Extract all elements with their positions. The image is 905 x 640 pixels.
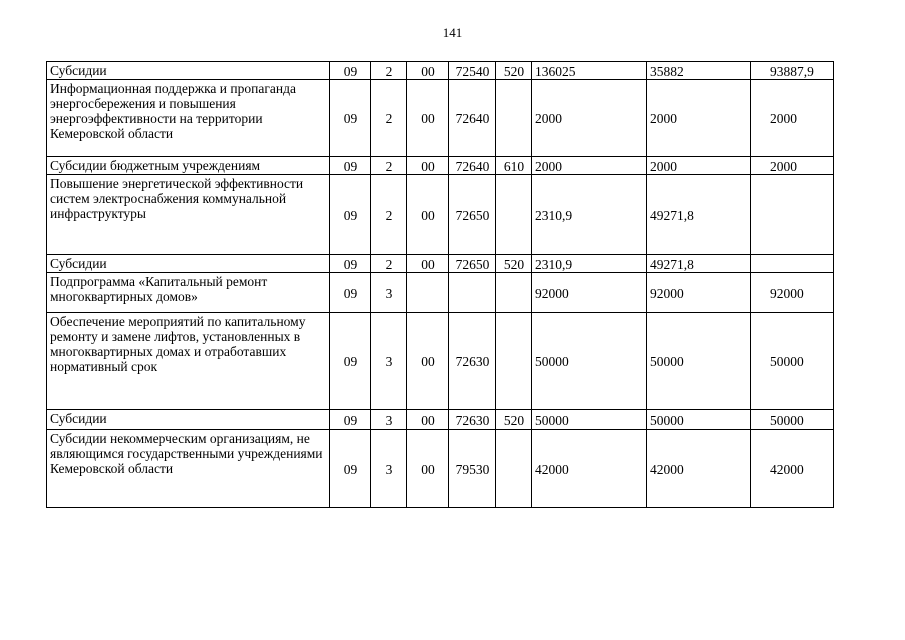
subsection-code: 3 — [371, 410, 407, 430]
program-code: 00 — [407, 313, 449, 410]
amount-year-2: 92000 — [647, 273, 751, 313]
section-code: 09 — [330, 175, 371, 255]
section-code: 09 — [330, 410, 371, 430]
amount-year-1: 42000 — [532, 430, 647, 508]
target-code: 72630 — [449, 313, 496, 410]
table-row — [47, 80, 834, 157]
subsection-code: 2 — [371, 157, 407, 175]
subsection-code: 3 — [371, 273, 407, 313]
row-name: Субсидии некоммерческим организациям, не являющимся государственными учреждениями Кемеровской области — [47, 430, 330, 508]
amount-year-1: 136025 — [532, 62, 647, 80]
amount-year-3 — [751, 175, 834, 255]
section-code: 09 — [330, 157, 371, 175]
section-code: 09 — [330, 313, 371, 410]
amount-year-2: 50000 — [647, 313, 751, 410]
subsection-code: 2 — [371, 80, 407, 157]
expense-type-code: 520 — [496, 255, 532, 273]
program-code: 00 — [407, 80, 449, 157]
expense-type-code: 520 — [496, 62, 532, 80]
target-code: 72650 — [449, 175, 496, 255]
row-name: Субсидии — [47, 410, 330, 430]
amount-year-2: 50000 — [647, 410, 751, 430]
amount-year-2: 2000 — [647, 157, 751, 175]
table-row — [47, 157, 834, 175]
target-code: 72540 — [449, 62, 496, 80]
amount-year-3: 50000 — [751, 313, 834, 410]
expense-type-code — [496, 175, 532, 255]
table-row — [47, 273, 834, 313]
subsection-code: 2 — [371, 255, 407, 273]
amount-year-3: 93887,9 — [751, 62, 834, 80]
program-code — [407, 273, 449, 313]
amount-year-2: 35882 — [647, 62, 751, 80]
table-row — [47, 313, 834, 410]
target-code: 72640 — [449, 80, 496, 157]
subsection-code: 2 — [371, 62, 407, 80]
amount-year-2: 42000 — [647, 430, 751, 508]
program-code: 00 — [407, 430, 449, 508]
subsection-code: 3 — [371, 430, 407, 508]
row-name: Подпрограмма «Капитальный ремонт многоквартирных домов» — [47, 273, 330, 313]
table-row — [47, 430, 834, 508]
row-name: Субсидии бюджетным учреждениям — [47, 157, 330, 175]
expense-type-code — [496, 80, 532, 157]
table-row — [47, 255, 834, 273]
section-code: 09 — [330, 62, 371, 80]
amount-year-1: 2310,9 — [532, 175, 647, 255]
subsection-code: 2 — [371, 175, 407, 255]
section-code: 09 — [330, 80, 371, 157]
amount-year-2: 49271,8 — [647, 255, 751, 273]
program-code: 00 — [407, 175, 449, 255]
budget-table — [46, 61, 834, 508]
amount-year-3 — [751, 255, 834, 273]
subsection-code: 3 — [371, 313, 407, 410]
expense-type-code — [496, 273, 532, 313]
row-name: Повышение энергетической эффективности систем электроснабжения коммунальной инфраструктуры — [47, 175, 330, 255]
table-row — [47, 175, 834, 255]
amount-year-1: 2310,9 — [532, 255, 647, 273]
program-code: 00 — [407, 410, 449, 430]
expense-type-code: 610 — [496, 157, 532, 175]
table-row — [47, 62, 834, 80]
amount-year-1: 50000 — [532, 410, 647, 430]
section-code: 09 — [330, 430, 371, 508]
section-code: 09 — [330, 273, 371, 313]
amount-year-1: 92000 — [532, 273, 647, 313]
expense-type-code — [496, 313, 532, 410]
target-code — [449, 273, 496, 313]
row-name: Субсидии — [47, 62, 330, 80]
row-name: Обеспечение мероприятий по капитальному ремонту и замене лифтов, установленных в многоквартирных домах и отработавших нормативный срок — [47, 313, 330, 410]
amount-year-2: 49271,8 — [647, 175, 751, 255]
amount-year-3: 2000 — [751, 157, 834, 175]
amount-year-3: 2000 — [751, 80, 834, 157]
target-code: 72630 — [449, 410, 496, 430]
target-code: 79530 — [449, 430, 496, 508]
table-row — [47, 410, 834, 430]
section-code: 09 — [330, 255, 371, 273]
program-code: 00 — [407, 255, 449, 273]
row-name: Субсидии — [47, 255, 330, 273]
page-number: 141 — [442, 25, 463, 40]
program-code: 00 — [407, 62, 449, 80]
expense-type-code — [496, 430, 532, 508]
amount-year-2: 2000 — [647, 80, 751, 157]
amount-year-3: 92000 — [751, 273, 834, 313]
amount-year-1: 50000 — [532, 313, 647, 410]
amount-year-3: 42000 — [751, 430, 834, 508]
target-code: 72650 — [449, 255, 496, 273]
amount-year-3: 50000 — [751, 410, 834, 430]
amount-year-1: 2000 — [532, 157, 647, 175]
amount-year-1: 2000 — [532, 80, 647, 157]
target-code: 72640 — [449, 157, 496, 175]
program-code: 00 — [407, 157, 449, 175]
row-name: Информационная поддержка и пропаганда энергосбережения и повышения энергоэффективности на территории Кемеровской области — [47, 80, 330, 157]
expense-type-code: 520 — [496, 410, 532, 430]
